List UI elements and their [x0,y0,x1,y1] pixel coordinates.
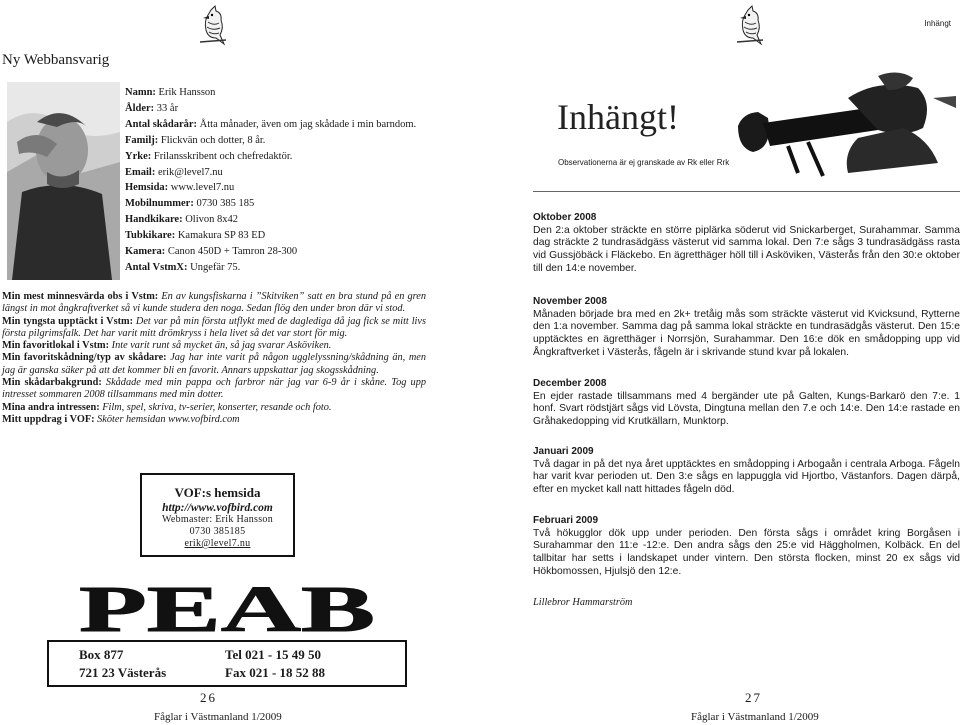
vof-phone: 0730 385185 [189,526,246,537]
signature: Lillebror Hammarström [533,597,633,608]
story-paragraph: Min favoritlokal i Vstm: Inte varit runt så mycket än, så jag svarar Asköviken. [2,340,332,352]
profile-row: Hemsida: www.level7.nu [125,182,235,194]
vof-url-link[interactable]: http://www.vofbird.com [162,502,273,514]
profile-row: Namn: Erik Hansson [125,87,216,98]
section-body: Den 2:a oktober sträckte en större piplärka söderut vid Snickarberget, Surahammar. Samma dag sträckte 2 tundrasädgäss västerut vid samma lokal. Den 7:e sågs 3 tundrasädgäss rasta vid Gussjöbäck i Fläckebo. En ägretthäger höll till i Asköviken, Västerås från den 30:e oktober till den 14:e november. [533,224,960,274]
peab-logo [77,581,377,637]
interview-text [2,291,426,426]
page-number-right: 27 [745,690,762,705]
profile-row: Tubkikare: Kamakura SP 83 ED [125,230,266,242]
profile-row: Kamera: Canon 450D + Tamron 28-300 [125,246,298,258]
profile-row: Antal skådarår: Åtta månader, även om jag skådade i min barndom. [125,118,417,130]
story-paragraph: Mina andra intressen: Film, spel, skriva, tv-serier, konserter, resande och foto. [2,401,332,413]
ad-box: Box 877 [79,647,124,662]
bird-logo-icon [196,4,230,48]
vof-website-box [140,473,295,557]
section-januari [533,446,960,497]
ad-city: 721 23 Västerås [79,665,167,680]
section-heading: Februari 2009 [533,515,599,526]
bird-logo-icon [733,4,767,48]
profile-row: Ålder: 33 år [125,102,179,114]
profile-row: Yrke: Frilansskribent och chefredaktör. [125,150,293,162]
ad-fax: Fax 021 - 18 52 88 [225,665,326,680]
section-title: Inhängt! [557,97,679,137]
profile-row: Email: erik@level7.nu [125,166,223,178]
section-heading: Januari 2009 [533,446,594,457]
section-body: Två hökugglor dök upp under perioden. Den första sågs i området kring Borgåsen i Surahammar den 11:e -12:e. Den andra sågs den 25:e vid Häggholmen, Kolbäck. En del tallbitar har setts i landskapet under vintern. Den största flocken, minst 20 ex sågs vid Hökbomossen, Hjulsjö den 12:e. [533,527,960,577]
profile-row: Familj: Flickvän och dotter, 8 år. [125,134,266,146]
story-paragraph: Mitt uppdrag i VOF: Sköter hemsidan www.vofbird.com [2,413,240,425]
page-title: Ny Webbansvarig [2,52,110,68]
section-heading: November 2008 [533,296,607,307]
section-body: Månaden började bra med en 2k+ tretåig mås som sträckte västerut vid Kvicksund, Rytterne den 1:a november. Samma dag på samma lokal sträckte en tundrasädgås västerut. Den 15:e upptäcktes en ägretthäger i Norrsjön, Surahammar. Den 16:e dök en smådopping upp vid Ångkraftverket i Västerås, fågeln är i skrivande stund kvar på lokalen. [533,308,960,358]
story-paragraph: Min skådarbakgrund: Skådade med min pappa och farbror när jag var 6-9 år i skåne. Tog upp intresset sommaren 2008 tillsammans med min dotter. [2,377,426,401]
profile-row: Handkikare: Olivon 8x42 [125,214,238,226]
portrait-photo [7,82,120,280]
section-november [533,296,960,360]
title-divider [533,191,960,192]
story-paragraph: Min tyngsta upptäckt i Vstm: Det var på min första utflykt med de daglediga då jag fick se mitt livs första pilgrimsfalk. Det har varit mitt drömkryss i hela livet så det var stort för mig. [2,315,426,339]
ad-tel: Tel 021 - 15 49 50 [225,647,321,662]
footer-right: Fåglar i Västmanland 1/2009 [691,711,819,723]
running-header: Inhängt [924,19,951,28]
section-body: Två dagar in på det nya året upptäcktes en smådopping i Arbogaån i centrala Arboga. Fågeln har varit kvar perioden ut. Den 3:e sågs en lappuggla vid Hjortbo, Västanfors. Dagen därpå, efter en mycket kall natt hittades fågeln död. [533,458,960,496]
vof-webmaster: Webmaster: Erik Hansson [161,514,274,525]
story-paragraph: Min favoritskådning/typ av skådare: Jag har inte varit på någon ugglelyssning/skådning än, men jag är ganska säker på att det kommer bli en favorit. Annars uppskattar jag skogsskådning. [2,352,426,376]
peab-logo-text: PEAB [79,581,375,637]
section-body: En ejder rastade tillsammans med 4 bergänder ute på Galten, Kungs-Barkarö den 7:e. 1 honf. Svart rödstjärt sågs vid Lövsta, Dingtuna mellan den 7.e och 14:e. Den 14:e rastade en Gråhakedopping vid Krutkällarn, Munktorp. [533,390,960,428]
page-number-left: 26 [200,690,217,705]
section-februari [533,515,960,579]
profile-row: Mobilnummer: 0730 385 185 [125,198,255,210]
section-heading: December 2008 [533,378,607,389]
birdwatcher-illustration [728,68,958,183]
story-paragraph: Min mest minnesvärda obs i Vstm: En av kungsfiskarna i ”Skitviken” satt en bra stund på en gren längst in mot ångkraftverket så vi kunde studera den noga. Sedan flög den under bron där vi stod. [2,291,426,315]
peab-address-box [47,640,407,687]
vof-box-title: VOF:s hemsida [174,485,261,500]
vof-email-link[interactable]: erik@level7.nu [184,538,251,549]
section-heading: Oktober 2008 [533,212,597,223]
profile-row: Antal VstmX: Ungefär 75. [125,261,241,273]
section-december [533,378,960,429]
profile-details [125,85,416,276]
section-subtitle: Observationerna är ej granskade av Rk eller Rrk [558,158,730,167]
section-oktober [533,212,960,276]
footer-left: Fåglar i Västmanland 1/2009 [154,711,282,723]
